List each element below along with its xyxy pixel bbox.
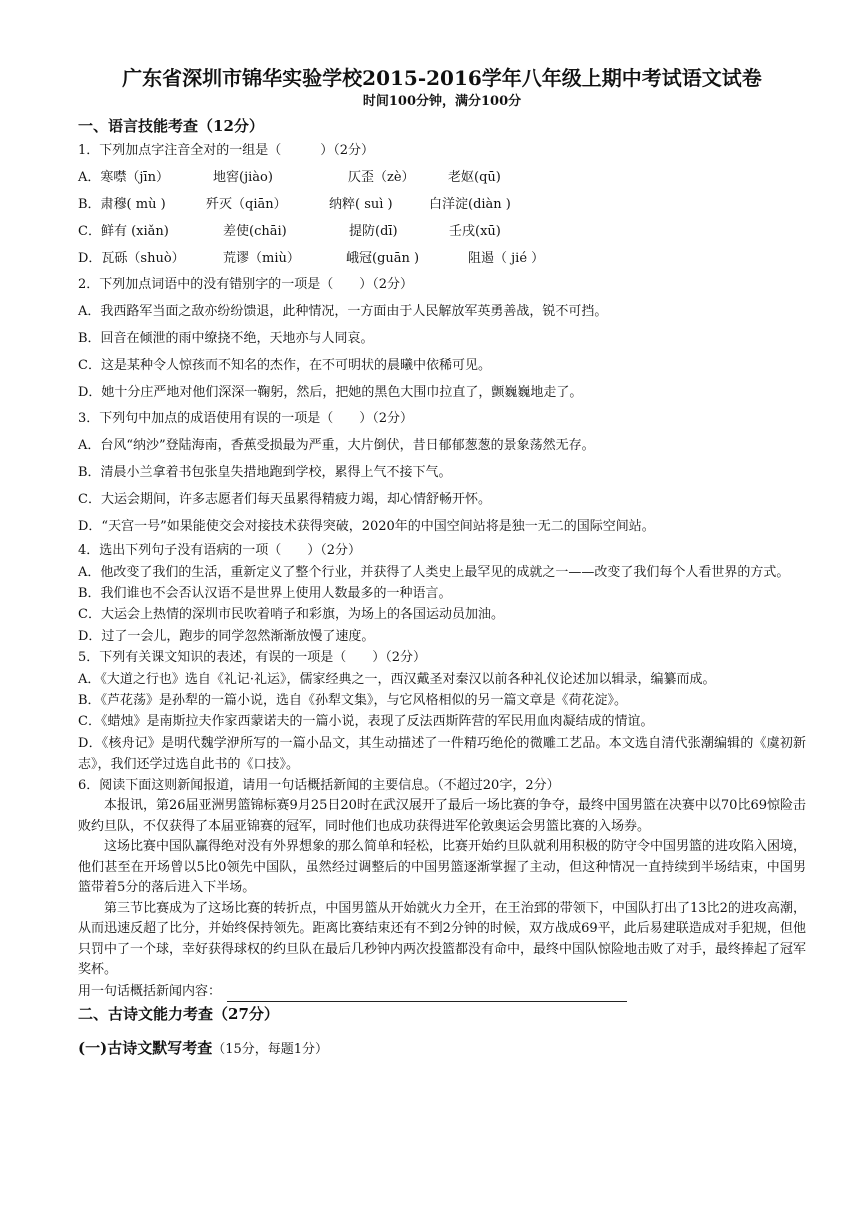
question-5-option-d: D．《核舟记》是明代魏学洢所写的一篇小品文，其生动描述了一件精巧绝伦的微雕工艺品。本文选自清代张潮编辑的《虞初新志》，我们还学过选自此书的《口技》。 (78, 735, 806, 772)
option-cell: C．鲜有 (xiǎn) (78, 224, 169, 239)
answer-blank[interactable] (227, 987, 627, 1002)
question-5-stem: 5．下列有关课文知识的表述，有误的一项是（ ）（2分） (78, 650, 427, 665)
question-3-stem: 3．下列句中加点的成语使用有误的一项是（ ）（2分） (78, 411, 414, 426)
option-cell: 纳粹( suì ) (329, 197, 393, 212)
question-2-stem: 2．下列加点词语中的没有错别字的一项是（ ）（2分） (78, 277, 414, 292)
section-heading-1: 一、语言技能考查（12分） (78, 117, 264, 135)
question-3-option-d: D．“天宫一号”如果能使交会对接技术获得突破，2020年的中国空间站将是独一无二的国际空间站。 (78, 519, 655, 534)
news-paragraph-1: 本报讯，第26届亚洲男篮锦标赛9月25日20时在武汉展开了最后一场比赛的争夺，最终中国男篮在决赛中以70比69惊险击败约旦队，不仅获得了本届亚锦赛的冠军，同时他们也成功获得进军伦敦奥运会男篮比赛的入场券。 (78, 798, 806, 834)
question-5-option-b: B．《芦花荡》是孙犁的一篇小说，选自《孙犁文集》，与它风格相似的另一篇文章是《荷花淀》。 (78, 692, 628, 708)
question-2-option-a: A．我西路军当面之敌亦纷纷馈退，此种情况，一方面由于人民解放军英勇善战，锐不可挡。 (78, 304, 608, 319)
question-1-stem: 1．下列加点字注音全对的一组是（ ）（2分） (78, 143, 375, 158)
option-cell: 差使(chāi) (223, 224, 287, 239)
option-cell: 阻遏（ jié ） (468, 251, 545, 266)
sub-section-note: （15分，每题1分） (212, 1042, 329, 1057)
section-heading-2: 二、古诗文能力考查（27分） (78, 1005, 279, 1023)
option-cell: 提防(dī) (349, 224, 398, 239)
sub-section-title: (一)古诗文默写考查 (78, 1039, 213, 1057)
question-2-option-d: D．她十分庄严地对他们深深一鞠躬，然后，把她的黑色大围巾拉直了，颤巍巍地走了。 (78, 385, 583, 400)
question-1-row-c (78, 218, 806, 245)
news-paragraph-3: 第三节比赛成为了这场比赛的转折点，中国男篮从开始就火力全开，在王治郅的带领下，中国队打出了13比2的进攻高潮，从而迅速反超了比分，并始终保持领先。距离比赛结束还有不到2分钟的时候，双方战成69平，此后易建联造成对手犯规，但他只罚中了一个球，幸好获得球权的约旦队在最后几秒钟内两次投篮都没有命中，最终中国队惊险地击败了对手，最终捧起了冠军奖杯。 (78, 900, 807, 977)
question-4-option-d: D．过了一会儿，跑步的同学忽然渐渐放慢了速度。 (78, 628, 375, 644)
question-3-option-c: C．大运会期间，许多志愿者们每天虽累得精疲力竭，却心情舒畅开怀。 (78, 492, 491, 507)
exam-subtitle: 时间100分钟，满分100分 (362, 94, 522, 109)
sub-section-heading (78, 1036, 806, 1062)
question-5-option-a: A．《大道之行也》选自《礼记·礼运》，儒家经典之一，西汉戴圣对秦汉以前各种礼仪论述加以辑录，编纂而成。 (78, 671, 716, 687)
answer-line (78, 981, 806, 1003)
question-4-stem: 4．选出下列句子没有语病的一项（ ）（2分） (78, 543, 362, 558)
option-cell: 白洋淀(diàn ) (429, 197, 511, 212)
option-cell: 壬戌(xū) (449, 224, 501, 239)
option-cell: 仄歪（zè） (348, 170, 415, 185)
option-cell: 峨冠(guān ) (346, 251, 420, 266)
option-cell: D．瓦砾（shuò） (78, 251, 185, 266)
option-cell: 地窖(jiào) (213, 170, 273, 185)
question-2-option-c: C．这是某种令人惊孩而不知名的杰作，在不可明状的晨曦中依稀可见。 (78, 358, 491, 373)
option-cell: 歼灭（qiān） (206, 197, 287, 212)
news-paragraph-2: 这场比赛中国队赢得绝对没有外界想象的那么简单和轻松，比赛开始约旦队就利用积极的防守令中国男篮的进攻陷入困境，他们甚至在开场曾以5比0领先中国队，虽然经过调整后的中国男篮逐渐掌握了主动，但这种情况一直持续到半场结束，中国男篮带着5分的落后进入下半场。 (78, 839, 807, 895)
question-6-stem: 6．阅读下面这则新闻报道，请用一句话概括新闻的主要信息。（不超过20字，2分） (78, 777, 560, 793)
question-5-option-c: C．《蜡烛》是南斯拉夫作家西蒙诺夫的一篇小说，表现了反法西斯阵营的军民用血肉凝结成的情谊。 (78, 714, 654, 729)
question-2-option-b: B．回音在倾泄的雨中缭挠不绝，天地亦与人同哀。 (78, 331, 374, 346)
option-cell: A．寒噤（jīn） (78, 170, 169, 185)
question-3-option-b: B．清晨小兰拿着书包张皇失措地跑到学校，累得上气不接下气。 (78, 465, 452, 480)
question-4-option-c: C．大运会上热情的深圳市民吹着哨子和彩旗，为场上的各国运动员加油。 (78, 607, 504, 622)
question-4-option-b: B．我们谁也不会否认汉语不是世界上使用人数最多的一种语言。 (78, 585, 452, 601)
question-4-option-a: A．他改变了我们的生活，重新定义了整个行业，并获得了人类史上最罕见的成就之一——改变了我们每个人看世界的方式。 (78, 564, 790, 580)
exam-title: 广东省深圳市锦华实验学校2015-2016学年八年级上期中考试语文试卷 (122, 66, 762, 90)
option-cell: 老妪(qū) (448, 170, 501, 185)
question-1-row-b (78, 191, 806, 218)
option-cell: B．肃穆( mù ) (78, 197, 166, 212)
question-1-row-a (78, 164, 806, 191)
option-cell: 荒谬（miù） (223, 251, 300, 266)
question-3-option-a: A．台风“纳沙”登陆海南，香蕉受损最为严重，大片倒伏，昔日郁郁葱葱的景象荡然无存。 (78, 438, 595, 453)
question-1-row-d (78, 245, 806, 272)
answer-label: 用一句话概括新闻内容： (78, 983, 222, 999)
